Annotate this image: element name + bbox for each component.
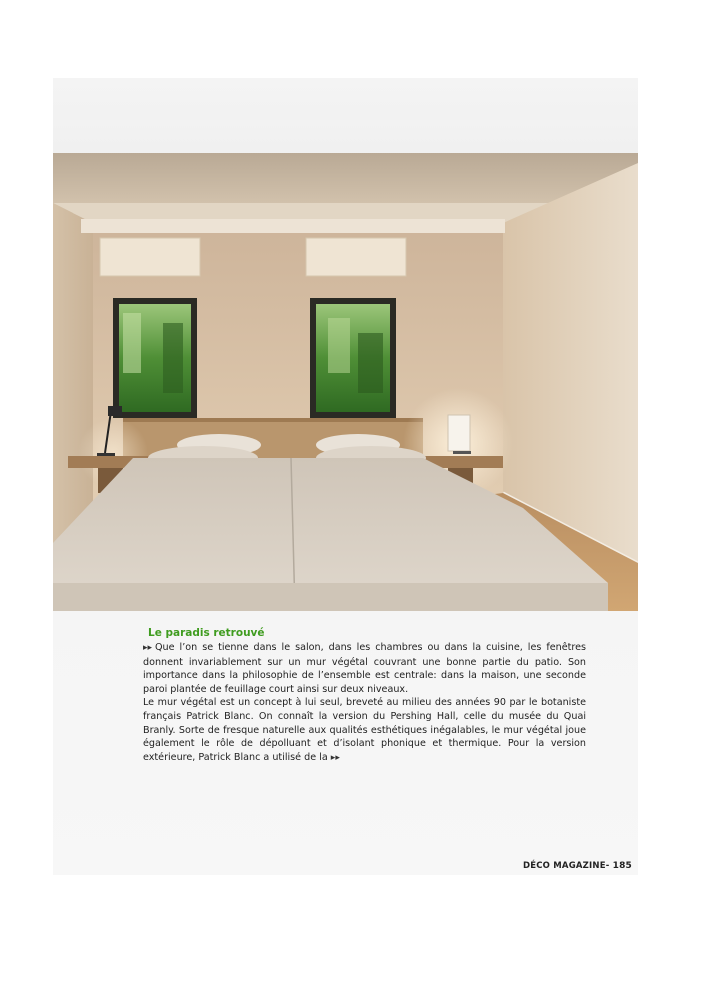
article-paragraph-2	[143, 696, 586, 765]
paragraph-2-text: Le mur végétal est un concept à lui seul, breveté au milieu des années 90 par le botaniste français Patrick Blanc. On connaît la version du Pershing Hall, celle du musée du Quai Branly. Sorte de fresque naturelle aux qualités esthétiques inégalables, le mur végétal joue également le rôle de dépolluant et d’isolant phonique et thermique. Pour la version extérieure, Patrick Blanc a utilisé de la	[143, 697, 586, 763]
page-footer	[507, 861, 632, 871]
article-heading: Le paradis retrouvé	[148, 627, 265, 639]
paragraph-1-text: Que l’on se tienne dans le salon, dans les chambres ou dans la cuisine, les fenêtres donnent invariablement sur un mur végétal couvrant une bonne partie du patio. Son importance dans la philosophie de l’ensemble est centrale: dans la maison, une seconde paroi plantée de feuillage court ainsi sur deux niveaux.	[143, 642, 586, 695]
article-body	[143, 626, 586, 765]
top-margin-band	[53, 78, 638, 153]
page-number: 185	[612, 861, 632, 871]
bedroom-photo	[53, 153, 638, 611]
magazine-name: DÉCO MAGAZINE-	[522, 861, 610, 871]
lead-marker-icon: ▸▸	[143, 643, 153, 653]
article-paragraph-1	[143, 641, 586, 696]
continue-marker-icon: ▸▸	[330, 752, 340, 763]
